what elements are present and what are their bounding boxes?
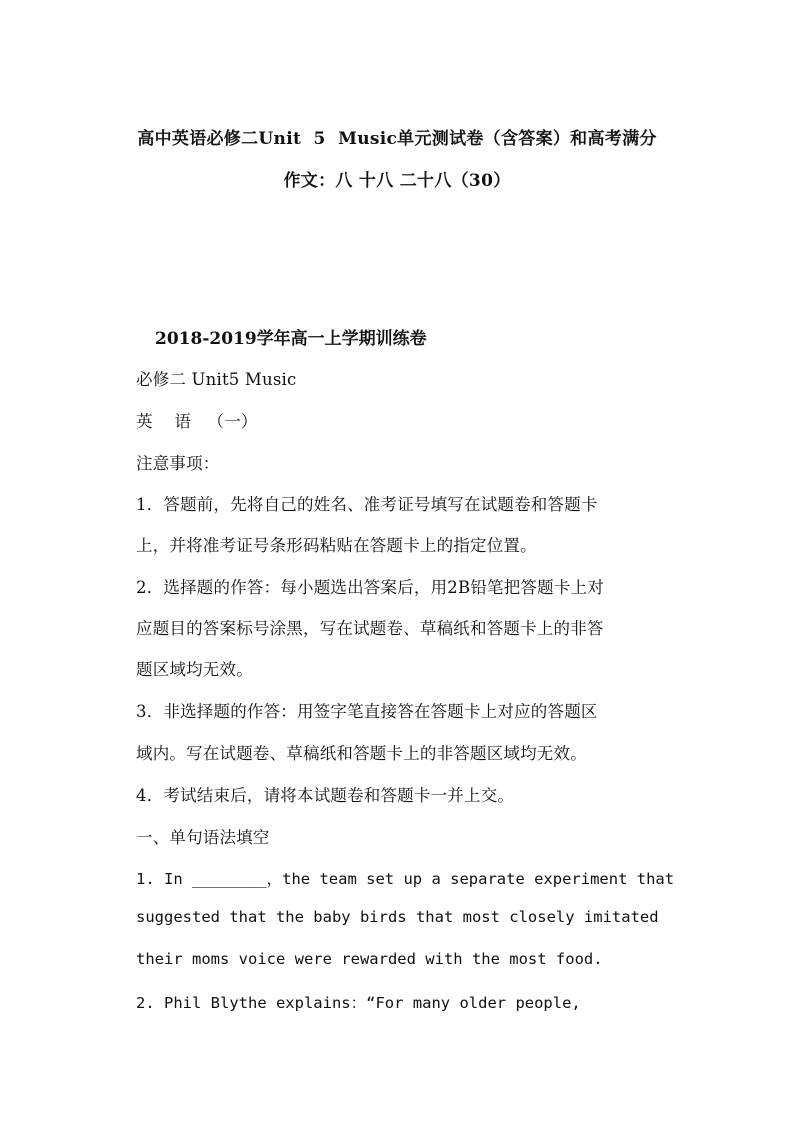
exam-subtitle: 2018-2019学年高一上学期训练卷: [155, 329, 427, 349]
question-line: 2. Phil Blythe explains：“For many older people,: [136, 994, 581, 1012]
subject-label: 英 语 （一）: [136, 412, 258, 431]
notice-line: 2．选择题的作答：每小题选出答案后，用2B铅笔把答题卡上对: [136, 578, 604, 597]
notice-line: 题区域均无效。: [136, 660, 253, 679]
document-title-line-2: 作文：八 十八 二十八（30）: [283, 171, 511, 191]
notice-heading: 注意事项：: [136, 454, 220, 473]
notice-line: 上，并将准考证号条形码粘贴在答题卡上的指定位置。: [136, 536, 537, 555]
question-line: 1. In ________，the team set up a separate experiment that: [136, 870, 675, 888]
notice-line: 1．答题前，先将自己的姓名、准考证号填写在试题卷和答题卡: [136, 495, 598, 514]
document-title-line-1: 高中英语必修二Unit 5 Music单元测试卷（含答案）和高考满分: [137, 129, 657, 149]
notice-line: 应题目的答案标号涂黑，写在试题卷、草稿纸和答题卡上的非答: [136, 619, 604, 638]
question-line: suggested that the baby birds that most closely imitated: [136, 908, 659, 926]
notice-line: 4．考试结束后，请将本试题卷和答题卡一并上交。: [136, 786, 515, 805]
question-line: their moms voice were rewarded with the most food.: [136, 950, 603, 968]
notice-line: 域内。写在试题卷、草稿纸和答题卡上的非答题区域均无效。: [136, 744, 587, 763]
notice-line: 3．非选择题的作答：用签字笔直接答在答题卡上对应的答题区: [136, 702, 598, 721]
book-unit-label: 必修二 Unit5 Music: [136, 370, 297, 389]
section-heading: 一、单句语法填空: [136, 828, 270, 847]
